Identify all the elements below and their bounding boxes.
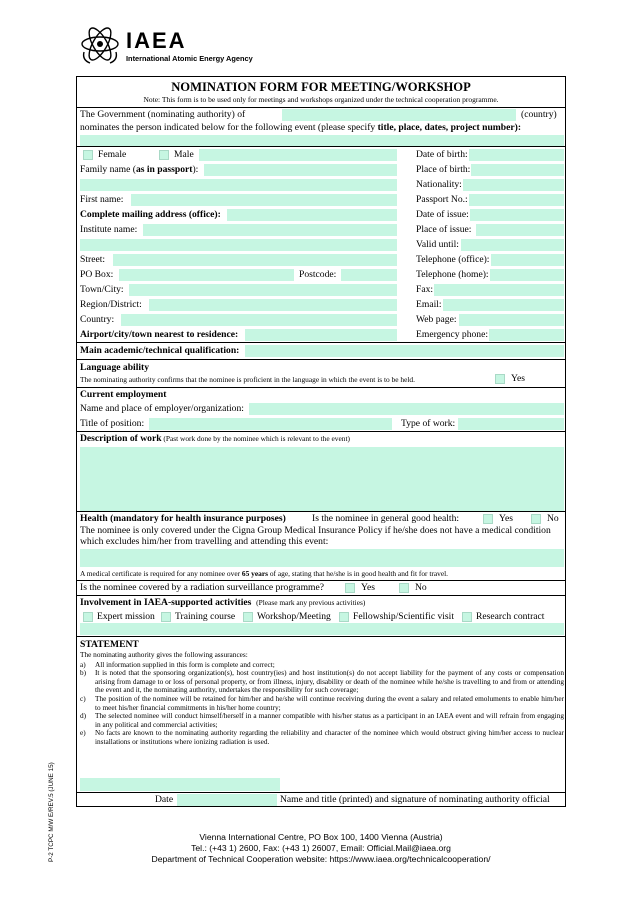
town-city-label: Town/City: xyxy=(80,284,124,295)
male-label: Male xyxy=(174,149,194,160)
institute-name-field-2[interactable] xyxy=(80,239,397,251)
radiation-question: Is the nominee covered by a radiation surveillance programme? xyxy=(80,582,325,593)
description-field[interactable] xyxy=(80,447,564,511)
expert-mission-checkbox[interactable] xyxy=(83,612,93,622)
radiation-no-label: No xyxy=(415,582,427,593)
date-of-issue-field[interactable] xyxy=(470,209,564,221)
statement-section xyxy=(80,639,564,747)
telephone-home-label: Telephone (home): xyxy=(416,269,489,280)
language-title: Language ability xyxy=(80,362,150,373)
fax-label: Fax: xyxy=(416,284,434,295)
family-name-field-2[interactable] xyxy=(80,179,397,191)
statement-list xyxy=(80,661,564,747)
emergency-phone-label: Emergency phone: xyxy=(416,329,489,340)
divider xyxy=(77,792,565,793)
divider xyxy=(77,431,565,432)
medical-certificate-note: A medical certificate is required for any nominee over 65 years of age, stating that he/she is in good health and fit for travel. xyxy=(80,569,448,578)
divider xyxy=(77,595,565,596)
training-course-label: Training course xyxy=(175,611,236,622)
footer xyxy=(76,832,566,865)
date-of-birth-label: Date of birth: xyxy=(416,149,468,160)
type-of-work-label: Type of work: xyxy=(401,418,456,429)
passport-no-label: Passport No.: xyxy=(416,194,468,205)
qualification-label: Main academic/technical qualification: xyxy=(80,345,240,356)
language-text: The nominating authority confirms that the nominee is proficient in the language in which the event is to be held. xyxy=(80,375,415,384)
event-details-field[interactable] xyxy=(80,135,564,146)
footer-address: Vienna International Centre, PO Box 100, 1400 Vienna (Austria) xyxy=(199,832,443,842)
town-city-field[interactable] xyxy=(129,284,397,296)
employer-field[interactable] xyxy=(249,403,564,415)
airport-field[interactable] xyxy=(245,329,397,341)
statement-item: c) The position of the nominee will be retained for him/her and he/she will continue receiving during the event a salary and related emoluments to enable him/her to meet his/her financial commitments in his/her home country; xyxy=(80,693,564,712)
date-of-birth-field[interactable] xyxy=(469,149,564,161)
statement-item: d) The selected nominee will conduct himself/herself in a manner compatible with his/her status as a participant in an IAEA event and will refrain from engaging in any political and commercial activities; xyxy=(80,711,564,729)
training-course-checkbox[interactable] xyxy=(161,612,171,622)
region-district-label: Region/District: xyxy=(80,299,142,310)
female-label: Female xyxy=(98,149,127,160)
region-district-field[interactable] xyxy=(149,299,397,311)
place-of-issue-field[interactable] xyxy=(476,224,564,236)
employment-title: Current employment xyxy=(80,389,167,400)
nationality-field[interactable] xyxy=(463,179,564,191)
description-label: Description of work (Past work done by the nominee which is relevant to the event) xyxy=(80,433,350,444)
telephone-office-field[interactable] xyxy=(491,254,564,266)
fellowship-checkbox[interactable] xyxy=(339,612,349,622)
footer-website: Department of Technical Cooperation website: https://www.iaea.org/technicalcooperation/ xyxy=(151,854,491,864)
valid-until-field[interactable] xyxy=(461,239,564,251)
po-box-field[interactable] xyxy=(119,269,294,281)
email-field[interactable] xyxy=(443,299,564,311)
health-question: Is the nominee in general good health: xyxy=(312,513,460,524)
statement-item: a) All information supplied in this form is complete and correct; xyxy=(80,659,275,669)
place-of-birth-field[interactable] xyxy=(471,164,564,176)
org-name: International Atomic Energy Agency xyxy=(126,54,253,63)
language-yes-label: Yes xyxy=(511,373,525,384)
fellowship-label: Fellowship/Scientific visit xyxy=(353,611,454,622)
airport-label: Airport/city/town nearest to residence: xyxy=(80,329,239,340)
statement-title: STATEMENT xyxy=(80,639,139,650)
org-acronym: IAEA xyxy=(126,28,187,53)
language-yes-checkbox[interactable] xyxy=(495,374,505,384)
first-name-field[interactable] xyxy=(131,194,397,206)
divider xyxy=(77,511,565,512)
government-label: The Government (nominating authority) of xyxy=(80,109,246,120)
radiation-yes-checkbox[interactable] xyxy=(345,583,355,593)
signature-area-field[interactable] xyxy=(80,778,280,791)
employer-label: Name and place of employer/organization: xyxy=(80,403,244,414)
telephone-office-label: Telephone (office): xyxy=(416,254,490,265)
research-contract-checkbox[interactable] xyxy=(462,612,472,622)
institute-name-label: Institute name: xyxy=(80,224,138,235)
telephone-home-field[interactable] xyxy=(490,269,564,281)
nationality-label: Nationality: xyxy=(416,179,462,190)
position-field[interactable] xyxy=(149,418,392,430)
health-title: Health (mandatory for health insurance purposes) xyxy=(80,513,286,524)
family-name-label: Family name (as in passport): xyxy=(80,164,199,175)
street-field[interactable] xyxy=(113,254,397,266)
statement-item: b) It is noted that the sponsoring organization(s), host country(ies) and host institution(s) do not accept liability for the payment of any costs or compensation arising from damage to or loss of personal property, or from illness, injury, disability or death of the nominee while he/she is travelling to and from or attending the event and it, the nominating authority, undertakes the responsibility for such coverage; xyxy=(80,668,564,695)
signature-label: Name and title (printed) and signature of nominating authority official xyxy=(280,794,550,805)
email-label: Email: xyxy=(416,299,442,310)
atom-icon xyxy=(78,22,122,66)
medical-condition-field[interactable] xyxy=(80,549,564,567)
research-contract-label: Research contract xyxy=(476,611,545,622)
health-no-checkbox[interactable] xyxy=(531,514,541,524)
insurance-text-line1: The nominee is only covered under the Cigna Group Medical Insurance Policy if he/she does not have a medical condition xyxy=(80,525,551,536)
form-note: Note: This form is to be used only for meetings and workshops organized under the technical cooperation programme. xyxy=(143,95,499,104)
first-name-label: First name: xyxy=(80,194,124,205)
mailing-address-label: Complete mailing address (office): xyxy=(80,209,221,220)
insurance-text-line2: which excludes him/her from travelling and attending this event: xyxy=(80,536,329,547)
involvement-details-field[interactable] xyxy=(80,623,564,635)
family-name-field[interactable] xyxy=(204,164,397,176)
valid-until-label: Valid until: xyxy=(416,239,459,250)
workshop-meeting-checkbox[interactable] xyxy=(243,612,253,622)
fax-field[interactable] xyxy=(434,284,564,296)
nominates-text: nominates the person indicated below for the following event (please specify title, place, dates, project number): xyxy=(80,122,522,133)
female-checkbox[interactable] xyxy=(83,150,93,160)
health-yes-label: Yes xyxy=(499,513,513,524)
nomination-form xyxy=(76,76,566,807)
institute-name-field[interactable] xyxy=(143,224,397,236)
place-of-birth-label: Place of birth: xyxy=(416,164,471,175)
postcode-label: Postcode: xyxy=(299,269,337,280)
radiation-no-checkbox[interactable] xyxy=(399,583,409,593)
postcode-field[interactable] xyxy=(341,269,397,281)
involvement-title: Involvement in IAEA-supported activities (Please mark any previous activities) xyxy=(80,597,366,608)
country-field[interactable] xyxy=(121,314,397,326)
statement-item: e) No facts are known to the nominating authority regarding the reliability and character of the nominee which would obstruct giving him/her access to nuclear installations or institutions where ionizing radiation is used. xyxy=(80,728,564,746)
mailing-address-field[interactable] xyxy=(227,209,397,221)
web-page-field[interactable] xyxy=(459,314,564,326)
gender-row-field[interactable] xyxy=(199,149,397,161)
radiation-yes-label: Yes xyxy=(361,582,375,593)
form-title: NOMINATION FORM FOR MEETING/WORKSHOP xyxy=(171,80,471,94)
form-code: P-2 TCPC M/W E/REV.5 (JUNE 15) xyxy=(48,762,55,862)
government-country-field[interactable] xyxy=(282,109,516,121)
male-checkbox[interactable] xyxy=(159,150,169,160)
qualification-field[interactable] xyxy=(245,345,564,357)
expert-mission-label: Expert mission xyxy=(97,611,155,622)
workshop-meeting-label: Workshop/Meeting xyxy=(257,611,331,622)
divider xyxy=(77,146,565,147)
date-label: Date xyxy=(155,794,174,805)
emergency-phone-field[interactable] xyxy=(489,329,564,341)
footer-contact: Tel.: (+43 1) 2600, Fax: (+43 1) 26007, Email: Official.Mail@iaea.org xyxy=(191,843,451,853)
place-of-issue-label: Place of issue: xyxy=(416,224,472,235)
street-label: Street: xyxy=(80,254,106,265)
health-yes-checkbox[interactable] xyxy=(483,514,493,524)
divider xyxy=(77,107,565,108)
health-no-label: No xyxy=(547,513,559,524)
country-field-label: Country: xyxy=(80,314,115,325)
po-box-label: PO Box: xyxy=(80,269,114,280)
divider xyxy=(77,342,565,343)
date-of-issue-label: Date of issue: xyxy=(416,209,469,220)
divider xyxy=(77,387,565,388)
web-page-label: Web page: xyxy=(416,314,457,325)
type-of-work-field[interactable] xyxy=(458,418,564,430)
iaea-logo xyxy=(78,22,253,68)
statement-intro: The nominating authority gives the following assurances: xyxy=(80,650,248,659)
date-field[interactable] xyxy=(177,794,277,806)
divider xyxy=(77,359,565,360)
position-label: Title of position: xyxy=(80,418,145,429)
passport-no-field[interactable] xyxy=(469,194,564,206)
country-label: (country) xyxy=(521,109,557,120)
divider xyxy=(77,636,565,637)
divider xyxy=(77,580,565,581)
